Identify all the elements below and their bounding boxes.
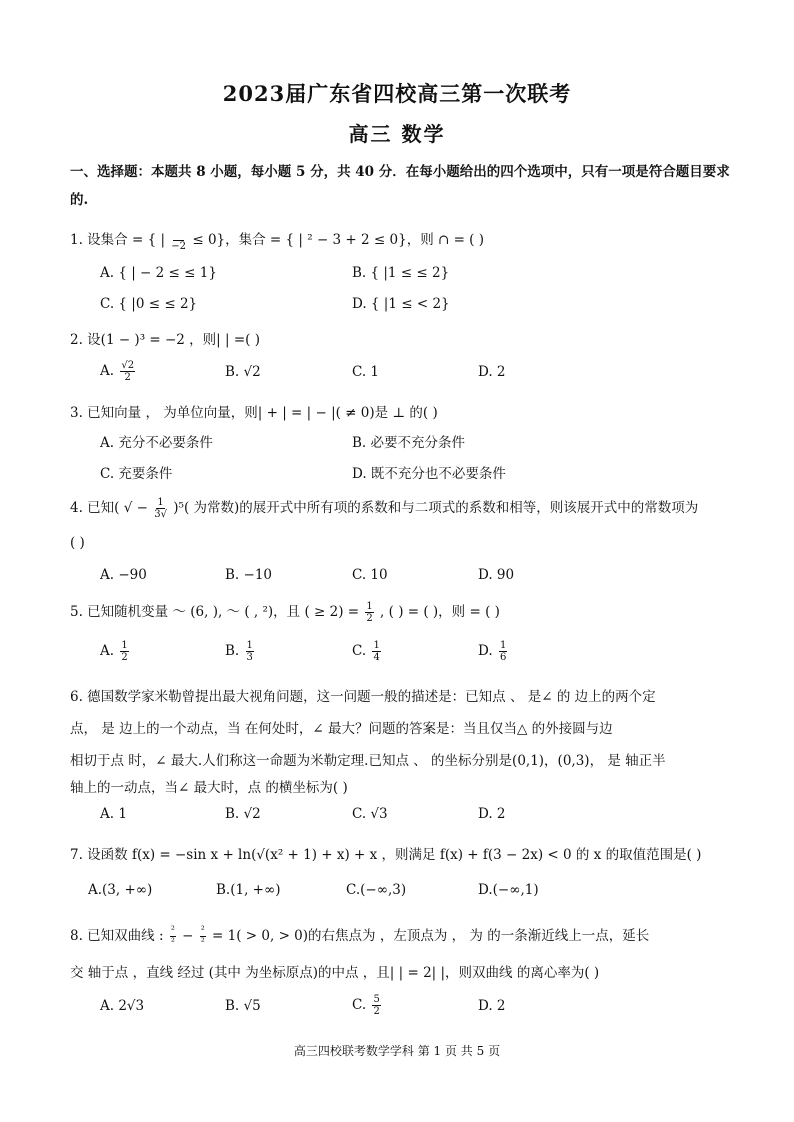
q5-option-d — [478, 640, 509, 663]
q7-option-b: B.(1, +∞) — [216, 882, 281, 898]
q2-option-c: C. 1 — [352, 364, 380, 380]
q1-frac-num — [173, 229, 185, 241]
q1-option-d: D. { |1 ≤ < 2} — [352, 296, 450, 312]
q6-option-c: C. √3 — [352, 806, 388, 822]
q3-option-c: C. 充要条件 — [100, 466, 173, 482]
q7-option-c: C.(−∞,3) — [346, 882, 407, 898]
page-footer: 高三四校联考数学学科 第 1 页 共 5 页 — [293, 1044, 501, 1058]
q8-c-num: 5 — [373, 994, 380, 1005]
q7-option-a: A.(3, +∞) — [88, 882, 153, 898]
q8-stem-a: 8. 已知双曲线 : — [70, 928, 164, 944]
q5-a-num: 1 — [121, 640, 128, 651]
q5-b-num: 1 — [246, 640, 253, 651]
q8-minus: − — [182, 928, 194, 944]
q6-option-d: D. 2 — [478, 806, 506, 822]
q5-a-den: 2 — [121, 652, 128, 663]
q5-option-b — [225, 640, 256, 663]
q2-option-d: D. 2 — [478, 364, 506, 380]
question-3: 3. 已知向量 ， 为单位向量，则| + | = | − |( ≠ 0)是 ⊥ 的( ) — [70, 405, 438, 421]
q4-option-a: A. −90 — [100, 567, 147, 583]
q5-c-label: C. — [352, 643, 367, 659]
q4-stem-b: )⁵( 为常数)的展开式中所有项的系数和与二项式的系数和相等，则该展开式中的常数项为 — [173, 500, 699, 516]
q5-d-num: 1 — [499, 640, 507, 651]
q4-frac-den: 3√ — [154, 509, 167, 520]
q8-line-2: 交 轴于点 ，直线 经过 (其中 为坐标原点)的中点 ，且| | = 2| |，则双曲线 的离心率为( ) — [70, 965, 600, 981]
q1-stem-a: 1. 设集合 = { | — [70, 232, 165, 248]
q4-stem-c: ( ) — [70, 535, 85, 551]
q4-option-d: D. 90 — [478, 567, 515, 583]
q5-d-label: D. — [478, 643, 493, 659]
q4-option-c: C. 10 — [352, 567, 388, 583]
q6-line-3: 相切于点 时，∠ 最大.人们称这一命题为米勒定理.已知点 、 的坐标分别是(0,1)，(0,3)， 是 轴正半 — [70, 753, 666, 769]
q6-line-2: 点， 是 边上的一个动点，当 在何处时，∠ 最大？问题的答案是：当且仅当△ 的外接圆与边 — [70, 721, 613, 737]
section-instruction: 一、选择题：本题共 8 小题，每小题 5 分，共 40 分．在每小题给出的四个选项中，只有一项是符合题目要求的. — [70, 164, 730, 208]
q1-frac-den: −2 — [171, 241, 187, 252]
q5-frac-den: 2 — [366, 613, 373, 624]
q2-option-a — [100, 360, 137, 383]
q8-c-label: C. — [352, 997, 367, 1013]
q3-option-a: A. 充分不必要条件 — [100, 435, 213, 451]
q5-c-den: 4 — [373, 652, 380, 663]
q2-a-den: 2 — [124, 372, 131, 383]
q4-option-b: B. −10 — [225, 567, 272, 583]
question-5 — [70, 600, 500, 624]
q1-option-a: A. { | − 2 ≤ ≤ 1} — [100, 265, 217, 281]
q8-stem-b: = 1( > 0, > 0)的右焦点为 ，左顶点为 ， 为 的一条渐近线上一点，延长 — [212, 928, 650, 944]
q5-a-label: A. — [100, 643, 115, 659]
q6-option-b: B. √2 — [225, 806, 261, 822]
q3-option-d: D. 既不充分也不必要条件 — [352, 466, 506, 482]
q1-option-b: B. { |1 ≤ ≤ 2} — [352, 265, 450, 281]
q5-c-num: 1 — [373, 640, 380, 651]
q6-option-a: A. 1 — [100, 806, 127, 822]
question-2: 2. 设(1 − )³ = −2 ，则| | =( ) — [70, 332, 261, 348]
q5-stem-b: , ( ) = ( )，则 = ( ) — [380, 604, 500, 620]
q5-d-den: 6 — [499, 652, 507, 663]
q8-f2-den: ² — [200, 937, 205, 948]
q5-frac-num: 1 — [366, 601, 373, 612]
q6-line-1: 6. 德国数学家米勒曾提出最大视角问题，这一问题一般的描述是：已知点 、 是∠ 的 边上的两个定 — [70, 689, 656, 705]
question-1 — [70, 228, 484, 252]
q5-stem-a: 5. 已知随机变量 ～ (6, ), ～ ( , ²)，且 ( ≥ 2) = — [70, 604, 360, 620]
q8-f1-den: ² — [170, 937, 175, 948]
q3-option-b: B. 必要不充分条件 — [352, 435, 466, 451]
q5-option-c — [352, 640, 383, 663]
exam-title: 2023届广东省四校高三第一次联考 — [222, 81, 572, 106]
q8-option-c — [352, 994, 383, 1017]
q1-fraction — [171, 229, 186, 252]
q4-frac-num: 1 — [157, 497, 164, 508]
q8-c-den: 2 — [373, 1006, 380, 1017]
q2-option-b: B. √2 — [225, 364, 261, 380]
q5-option-a — [100, 640, 131, 663]
q5-b-den: 3 — [246, 652, 253, 663]
q8-f2-num: ² — [200, 925, 205, 936]
q1-option-c: C. { |0 ≤ ≤ 2} — [100, 296, 198, 312]
q8-option-d: D. 2 — [478, 998, 506, 1014]
q7-option-d: D.(−∞,1) — [478, 882, 539, 898]
question-7: 7. 设函数 f(x) = −sin x + ln(√(x² + 1) + x) + x ，则满足 f(x) + f(3 − 2x) < 0 的 x 的取值范围是( ) — [70, 847, 702, 863]
q2-option-a-label: A. — [100, 363, 115, 379]
q6-line-4: 轴上的一动点，当∠ 最大时，点 的横坐标为( ) — [70, 780, 348, 796]
q8-f1-num: ² — [170, 925, 175, 936]
q8-option-a: A. 2√3 — [100, 998, 145, 1014]
q5-b-label: B. — [225, 643, 240, 659]
q8-option-b: B. √5 — [225, 998, 261, 1014]
exam-subtitle: 高三 数学 — [348, 122, 446, 146]
q2-a-num: √2 — [121, 360, 135, 371]
question-8 — [70, 924, 649, 948]
question-4 — [70, 496, 698, 520]
q1-stem-b: ≤ 0}，集合 = { | ² − 3 + 2 ≤ 0}，则 ∩ = ( ) — [192, 232, 485, 248]
q4-stem-a: 4. 已知( √ − — [70, 500, 148, 516]
